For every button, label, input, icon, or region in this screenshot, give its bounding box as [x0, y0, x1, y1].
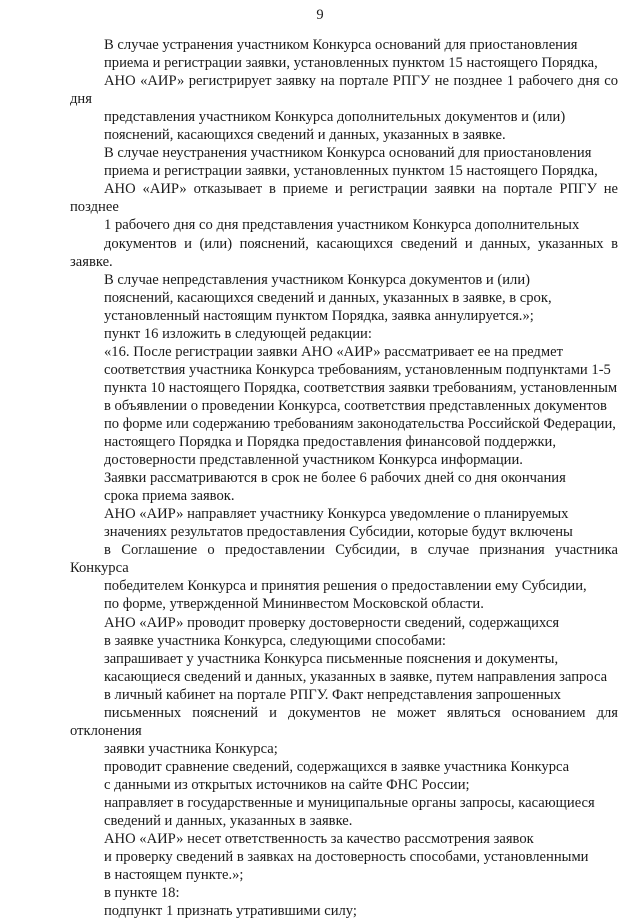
- text-line: В случае непредставления участником Конкурса документов и (или): [104, 271, 530, 288]
- text-line: подпункт 1 признать утратившими силу;: [104, 903, 357, 920]
- text-line: в пункте 18:: [104, 885, 180, 902]
- text-line: представления участником Конкурса дополнительных документов и (или): [104, 109, 566, 126]
- text-line: сведений и данных, указанных в заявке.: [104, 813, 353, 830]
- text-line: «16. После регистрации заявки АНО «АИР» рассматривает ее на предмет: [104, 343, 563, 360]
- text-line: в объявлении о проведении Конкурса, соответствия представленных документов: [104, 397, 607, 414]
- paragraph-p3: [70, 271, 618, 325]
- text-line: срока приема заявок.: [104, 488, 235, 505]
- document-body: [70, 36, 618, 920]
- text-line: пояснений, касающихся сведений и данных, указанных в заявке, в срок,: [104, 289, 552, 306]
- paragraph-p11: [70, 794, 618, 830]
- text-line: победителем Конкурса и принятия решения о предоставлении ему Субсидии,: [104, 578, 587, 595]
- text-line: пояснений, касающихся сведений и данных, указанных в заявке.: [104, 127, 506, 144]
- paragraph-p4: [70, 325, 618, 343]
- text-line: приема и регистрации заявки, установленных пунктом 15 настоящего Порядка,: [104, 55, 598, 72]
- paragraph-p9: [70, 650, 618, 758]
- text-line: пункта 10 настоящего Порядка, соответствия заявки требованиям, установленным: [104, 379, 618, 396]
- text-line: и проверку сведений в заявках на достоверность способами, установленными: [104, 849, 589, 866]
- text-line: В случае устранения участником Конкурса оснований для приостановления: [104, 37, 578, 53]
- paragraph-p7: [70, 505, 618, 613]
- text-line: с данными из открытых источников на сайте ФНС России;: [104, 776, 470, 793]
- text-line: в настоящем пункте.»;: [104, 867, 244, 884]
- text-line: АНО «АИР» проводит проверку достоверности сведений, содержащихся: [104, 614, 560, 631]
- text-line: в заявке участника Конкурса, следующими способами:: [104, 632, 446, 649]
- paragraph-p10: [70, 758, 618, 794]
- paragraph-p2: [70, 144, 618, 270]
- text-line: В случае неустранения участником Конкурса оснований для приостановления: [104, 145, 592, 162]
- text-line: соответствия участника Конкурса требованиям, установленным подпунктами 1-5: [104, 361, 611, 378]
- text-line: направляет в государственные и муниципальные органы запросы, касающиеся: [104, 794, 595, 811]
- paragraph-p5: [70, 343, 618, 469]
- text-line: установленный настоящим пунктом Порядка, заявка аннулируется.»;: [104, 307, 534, 324]
- text-line: в личный кабинет на портале РПГУ. Факт непредставления запрошенных: [104, 686, 561, 703]
- text-line: документов и (или) пояснений, касающихся сведений и данных, указанных в заявке.: [70, 235, 618, 270]
- paragraph-p8: [70, 614, 618, 650]
- text-line: проводит сравнение сведений, содержащихся в заявке участника Конкурса: [104, 758, 570, 775]
- text-line: пункт 16 изложить в следующей редакции:: [104, 325, 372, 342]
- text-line: по форме или содержанию требованиям законодательства Российской Федерации,: [104, 415, 616, 432]
- paragraph-p13: [70, 884, 618, 902]
- text-line: настоящего Порядка и Порядка предоставления финансовой поддержки,: [104, 434, 557, 451]
- paragraph-p6: [70, 469, 618, 505]
- paragraph-p12: [70, 830, 618, 884]
- text-line: достоверности представленной участником Конкурса информации.: [104, 452, 523, 469]
- text-line: значениях результатов предоставления Субсидии, которые будут включены: [104, 524, 573, 541]
- text-line: АНО «АИР» отказывает в приеме и регистрации заявки на портале РПГУ не позднее: [70, 181, 618, 216]
- text-line: АНО «АИР» направляет участнику Конкурса уведомление о планируемых: [104, 506, 569, 523]
- text-line: приема и регистрации заявки, установленных пунктом 15 настоящего Порядка,: [104, 163, 598, 180]
- text-line: 1 рабочего дня со дня представления участником Конкурса дополнительных: [104, 217, 580, 234]
- text-line: по форме, утвержденной Мининвестом Московской области.: [104, 596, 484, 613]
- text-line: АНО «АИР» регистрирует заявку на портале РПГУ не позднее 1 рабочего дня со дня: [70, 73, 618, 108]
- page-number: 9: [316, 7, 324, 23]
- text-line: АНО «АИР» несет ответственность за качество рассмотрения заявок: [104, 831, 534, 848]
- text-line: касающиеся сведений и данных, указанных в заявке, путем направления запроса: [104, 668, 608, 685]
- text-line: письменных пояснений и документов не может являться основанием для отклонения: [70, 704, 618, 739]
- text-line: Заявки рассматриваются в срок не более 6 рабочих дней со дня окончания: [104, 470, 566, 487]
- paragraph-p1: [70, 36, 618, 144]
- text-line: заявки участника Конкурса;: [104, 740, 278, 757]
- text-line: в Соглашение о предоставлении Субсидии, в случае признания участника Конкурса: [70, 542, 618, 577]
- text-line: запрашивает у участника Конкурса письменные пояснения и документы,: [104, 650, 559, 667]
